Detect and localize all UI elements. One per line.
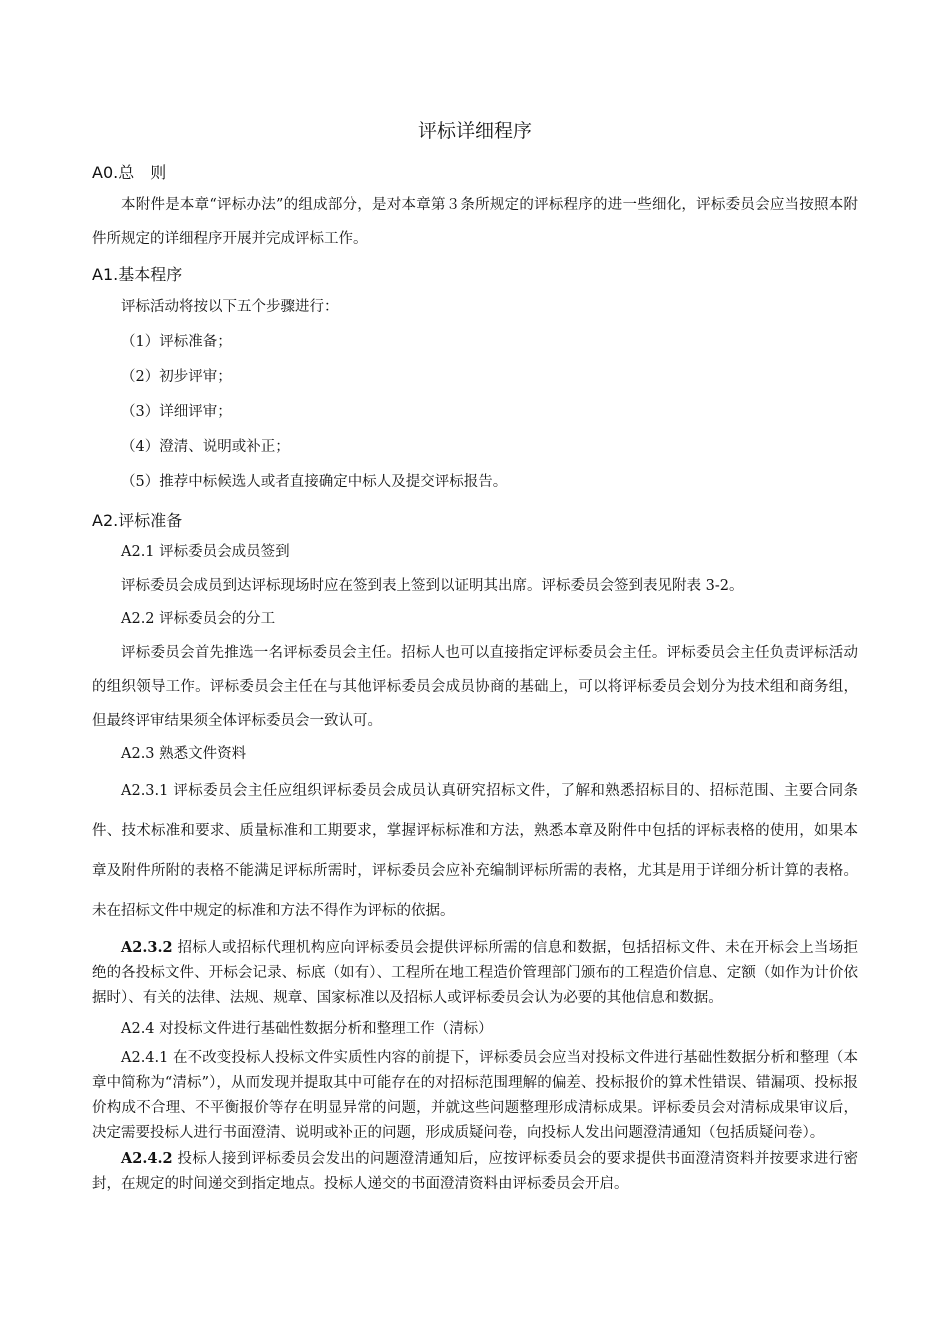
clause-a2-3-1: A2.3.1 评标委员会主任应组织评标委员会成员认真研究招标文件，了解和熟悉招标目的、招标范围、主要合同条件、技术标准和要求、质量标准和工期要求，掌握评标标准和方法，熟悉本章及附件中包括的评标表格的使用，如果本章及附件所附的表格不能满足评标所需时，评标委员会应补充编制评标所需的表格，尤其是用于详细分析计算的表格。未在招标文件中规定的标准和方法不得作为评标的依据。 <box>92 783 858 919</box>
subsection-a2-4-title: A2.4 对投标文件进行基础性数据分析和整理工作（清标） <box>121 1021 493 1037</box>
subsection-a2-2-body: 评标委员会首先推选一名评标委员会主任。招标人也可以直接指定评标委员会主任。评标委员会主任负责评标活动的组织领导工作。评标委员会主任在与其他评标委员会成员协商的基础上，可以将评标委员会划分为技术组和商务组，但最终评审结果须全体评标委员会一致认可。 <box>92 645 858 729</box>
section-a0-paragraph: 本附件是本章“评标办法”的组成部分，是对本章第３条所规定的评标程序的进一些细化，评标委员会应当按照本附件所规定的详细程序开展并完成评标工作。 <box>92 197 858 247</box>
clause-a2-4-2-text: 投标人接到评标委员会发出的问题澄清通知后，应按评标委员会的要求提供书面澄清资料并按要求进行密封，在规定的时间递交到指定地点。投标人递交的书面澄清资料由评标委员会开启。 <box>92 1151 858 1192</box>
step-item: （2）初步评审； <box>121 369 232 385</box>
step-item: （4）澄清、说明或补正； <box>121 439 290 455</box>
clause-a2-3-2-number: A2.3.2 <box>121 939 173 956</box>
section-a1-heading: A1.基本程序 <box>92 265 183 284</box>
clause-a2-3-2-text: 招标人或招标代理机构应向评标委员会提供评标所需的信息和数据，包括招标文件、未在开标会上当场拒绝的各投标文件、开标会记录、标底（如有）、工程所在地工程造价管理部门颁布的工程造价信息、定额（如作为计价依据时）、有关的法律、法规、规章、国家标准以及招标人或评标委员会认为必要的其他信息和数据。 <box>92 940 858 1006</box>
clause-a2-3-2 <box>92 935 858 1011</box>
section-a2-heading: A2.评标准备 <box>92 511 183 530</box>
subsection-a2-3-title: A2.3 熟悉文件资料 <box>121 746 247 762</box>
clause-a2-4-2-number: A2.4.2 <box>121 1150 173 1167</box>
subsection-a2-2-title: A2.2 评标委员会的分工 <box>121 611 276 627</box>
step-item: （3）详细评审； <box>121 404 232 420</box>
page-title: 评标详细程序 <box>417 120 532 142</box>
section-a0-heading: A0.总 则 <box>92 163 167 182</box>
subsection-a2-1-title: A2.1 评标委员会成员签到 <box>121 544 290 560</box>
step-item: （5）推荐中标候选人或者直接确定中标人及提交评标报告。 <box>121 474 508 490</box>
clause-a2-4-2 <box>92 1146 858 1197</box>
step-item: （1）评标准备； <box>121 334 232 350</box>
clause-a2-4-1: A2.4.1 在不改变投标人投标文件实质性内容的前提下，评标委员会应当对投标文件进行基础性数据分析和整理（本章中简称为“清标”），从而发现并提取其中可能存在的对招标范围理解的偏差、投标报价的算术性错误、错漏项、投标报价构成不合理、不平衡报价等存在明显异常的问题，并就这些问题整理形成清标成果。评标委员会对清标成果审议后，决定需要投标人进行书面澄清、说明或补正的问题，形成质疑问卷，向投标人发出问题澄清通知（包括质疑问卷）。 <box>92 1050 858 1141</box>
subsection-a2-1-body: 评标委员会成员到达评标现场时应在签到表上签到以证明其出席。评标委员会签到表见附表 3-2。 <box>121 578 744 594</box>
section-a1-intro: 评标活动将按以下五个步骤进行： <box>121 299 339 315</box>
